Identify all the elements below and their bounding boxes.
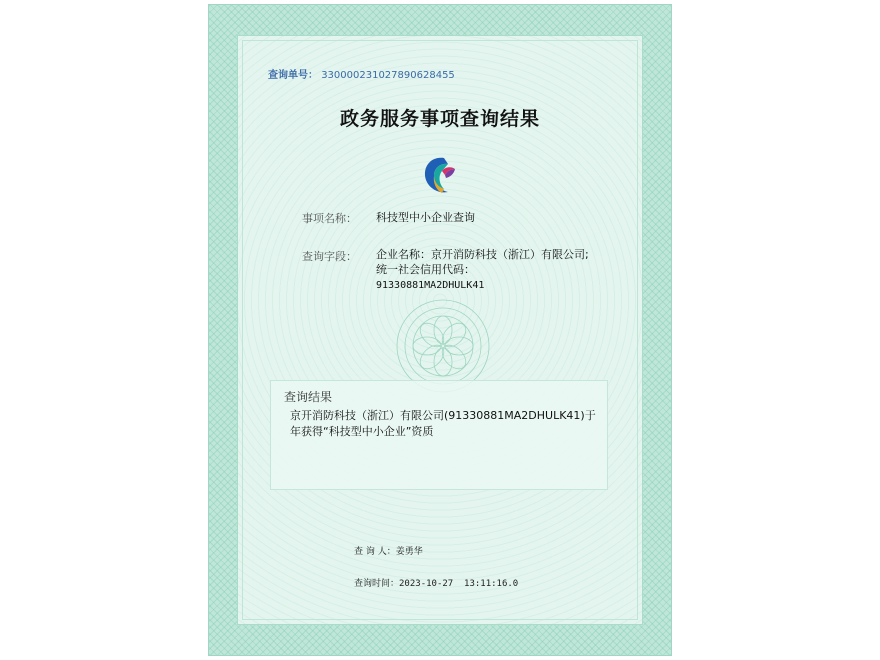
serial-label: 查询单号： <box>268 70 318 81</box>
result-title: 查询结果 <box>284 390 333 404</box>
query-time-label: 查询时间： <box>354 579 400 589</box>
querier-label: 查 询 人： <box>354 547 396 557</box>
query-fields-text: 企业名称：京开消防科技（浙江）有限公司;统一社会信用代码： <box>376 248 589 276</box>
certificate-paper <box>208 4 672 656</box>
querier-value: 姜勇华 <box>395 547 423 557</box>
item-name-label: 事项名称： <box>302 212 357 225</box>
serial-value: 330000231027890628455 <box>321 70 455 81</box>
serial-number <box>268 66 455 81</box>
credit-code: 91330881MA2DHULK41 <box>376 280 485 291</box>
query-time-line <box>354 576 518 589</box>
zhejiang-gov-service-logo-icon <box>418 152 458 198</box>
page-title: 政务服务事项查询结果 <box>339 108 540 130</box>
querier-line <box>354 544 423 557</box>
query-fields-label: 查询字段： <box>302 250 357 263</box>
result-text: 京开消防科技（浙江）有限公司(91330881MA2DHULK41)于年获得“科技型中小企业”资质 <box>290 409 596 438</box>
item-name-value: 科技型中小企业查询 <box>376 211 475 224</box>
query-time-value: 2023-10-27 13:11:16.0 <box>399 579 519 589</box>
query-fields-value <box>376 247 596 293</box>
